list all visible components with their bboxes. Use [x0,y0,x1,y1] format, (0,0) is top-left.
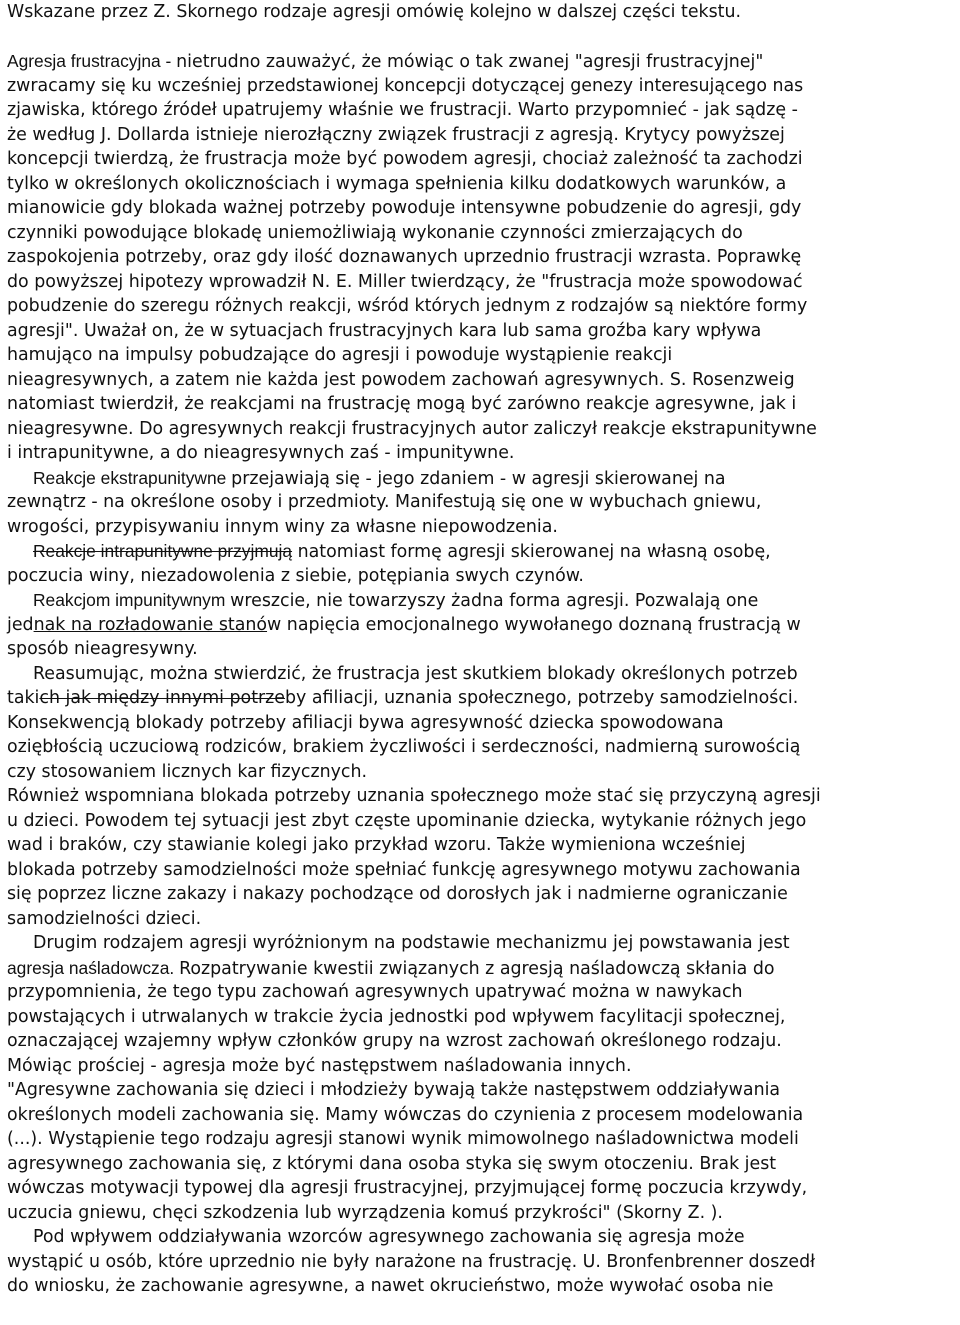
text-line: zjawiska, którego źródeł upatrujemy właśnie we frustracji. Warto przypomnieć - jak sądzę - [7,100,798,120]
text-span: natomiast formę agresji skierowanej na własną osobę, [292,542,771,562]
text-line: czy stosowaniem licznych kar fizycznych. [7,761,367,782]
text-line: agresywnego zachowania się, z którymi dana osoba styka się swym otoczeniu. Brak jest [7,1153,777,1174]
text-line: wystąpić u osób, które uprzednio nie były narażone na frustrację. U. Bronfenbrenner doszedł [7,1251,816,1272]
text-line: przypomnienia, że tego typu zachowań agresywnych upatrywać można w nawykach [7,982,743,1002]
text-line: że według J. Dollarda istnieje nierozłączny związek frustracji z agresją. Krytycy powyższej [7,124,785,145]
text-line [7,539,953,564]
text-line: uczucia gniewu, chęci szkodzenia lub wyrządzenia komuś przykrości" (Skorny Z. ). [7,1202,723,1223]
text-line: Konsekwencją blokady potrzeby afiliacji bywa agresywność dziecka spowodowana [7,712,724,733]
text-line: mianowicie gdy blokada ważnej potrzeby powoduje intensywne pobudzenie do agresji, gdy [7,198,802,218]
text-line: powstających i utrwalanych w trakcie życia jednostki pod wpływem facylitacji społecznej, [7,1006,786,1027]
text-line [7,613,953,638]
text-line: poczucia winy, niezadowolenia z siebie, potępiania swych czynów. [7,565,584,586]
term-label: Reakcje intrapunitywne przyjmują [33,541,293,561]
term-label: Reakcjom impunitywnym [33,590,231,610]
text-line: nieagresywnych, a zatem nie każda jest powodem zachowań agresywnych. S. Rosenzweig [7,369,795,390]
text-line: do wniosku, że zachowanie agresywne, a nawet okrucieństwo, może wywołać osoba nie [7,1276,774,1296]
text-line: oznaczającej wzajemny wpływ członków grupy na wzrost zachowań określonego rodzaju. [7,1031,782,1051]
text-span: ch jak między innymi potrze [39,688,285,708]
text-line: Pod wpływem oddziaływania wzorców agresywnego zachowania się agresja może [33,1227,745,1247]
text-line: sposób nieagresywny. [7,639,198,659]
text-line: Mówiąc prościej - agresja może być następstwem naśladowania innych. [7,1055,632,1076]
text-span: nak na rozładowanie stanó [33,614,268,635]
text-line: koncepcji twierdzą, że frustracja może być powodem agresji, chociaż zależność ta zachodzi [7,149,803,169]
text-line: wad i braków, czy stawianie kolegi jako przykład wzoru. Także wymieniona wcześniej [7,835,746,855]
text-line: Reasumując, można stwierdzić, że frustracja jest skutkiem blokady określonych potrzeb [33,663,798,684]
text-span: Rozpatrywanie kwestii związanych z agresją naśladowczą skłania do [179,958,775,979]
text-span: nietrudno zauważyć, że mówiąc o tak zwanej "agresji frustracyjnej" [176,52,764,72]
text-line: oziębłością uczuciową rodziców, brakiem życzliwości i serdeczności, nadmierną surowością [7,737,801,757]
text-line: u dzieci. Powodem tej sytuacji jest zbyt częste upominanie dziecka, wytykanie różnych jego [7,810,807,831]
term-label: Agresja frustracyjna - [7,51,177,71]
text-line: blokada potrzeby samodzielności może spełniać funkcję agresywnego motywu zachowania [7,859,801,880]
text-span: by afiliacji, uznania społecznego, potrzeby samodzielności. [285,688,799,708]
text-line: pobudzenie do szeregu różnych reakcji, wśród których jednym z rodzajów są niektóre formy [7,296,808,316]
text-line: samodzielności dzieci. [7,908,202,929]
text-line: "Agresywne zachowania się dzieci i młodzieży bywają także następstwem oddziaływania [7,1080,781,1100]
text-line: zewnątrz - na określone osoby i przedmioty. Manifestują się one w wybuchach gniewu, [7,492,762,512]
text-line: zwracamy się ku wcześniej przedstawionej koncepcji dotyczącej genezy interesującego nas [7,75,804,96]
text-line: Wskazane przez Z. Skornego rodzaje agresji omówię kolejno w dalszej części tekstu. [7,2,742,22]
text-span: jed [7,614,34,635]
text-line: zaspokojenia potrzeby, oraz gdy ilość doznawanych uprzednio frustracji wzrasta. Poprawkę [7,247,802,267]
term-label: Reakcje ekstrapunitywne [33,467,232,488]
text-line [7,25,953,50]
text-line: się poprzez liczne zakazy i nakazy pochodzące od dorosłych jak i nadmierne ograniczanie [7,884,788,904]
text-line [7,686,953,711]
document-body [7,0,953,1299]
text-line: czynniki powodujące blokadę uniemożliwiają wykonanie czynności zmierzających do [7,222,743,243]
text-line [7,466,953,491]
text-line: tylko w określonych okolicznościach i wymaga spełnienia kilku dodatkowych warunków, a [7,173,787,194]
text-span: taki [7,688,40,708]
text-line: wówczas motywacji typowej dla agresji frustracyjnej, przyjmującej formę poczucia krzywdy, [7,1178,808,1198]
text-line: (...). Wystąpienie tego rodzaju agresji stanowi wynik mimowolnego naśladownictwa modeli [7,1129,799,1149]
text-span: przejawiają się - jego zdaniem - w agresji skierowanej na [231,468,726,489]
text-line: natomiast twierdził, że reakcjami na frustrację mogą być zarówno reakcje agresywne, jak i [7,394,797,414]
text-line [7,49,953,74]
text-line: agresji". Uważał on, że w sytuacjach frustracyjnych kara lub sama groźba kary wpływa [7,320,762,341]
text-line [7,588,953,613]
text-line: i intrapunitywne, a do nieagresywnych zaś - impunitywne. [7,443,515,463]
text-line: nieagresywne. Do agresywnych reakcji frustracyjnych autor zaliczył reakcje ekstrapunitywne [7,418,817,439]
text-line: Drugim rodzajem agresji wyróżnionym na podstawie mechanizmu jej powstawania jest [33,933,790,953]
text-line: wrogości, przypisywaniu innym winy za własne niepowodzenia. [7,516,558,537]
text-line [7,956,953,981]
text-line: określonych modeli zachowania się. Mamy wówczas do czynienia z procesem modelowania [7,1104,804,1125]
text-line: Również wspomniana blokada potrzeby uznania społecznego może stać się przyczyną agresji [7,786,821,806]
text-line: hamująco na impulsy pobudzające do agresji i powoduje wystąpienie reakcji [7,345,673,365]
text-span: wreszcie, nie towarzyszy żadna forma agresji. Pozwalają one [230,591,759,611]
term-label: agresja naśladowcza. [7,957,180,978]
text-span: w napięcia emocjonalnego wywołanego doznaną frustracją w [267,614,801,635]
text-line: do powyższej hipotezy wprowadził N. E. Miller twierdzący, że "frustracja może spowodować [7,271,803,292]
